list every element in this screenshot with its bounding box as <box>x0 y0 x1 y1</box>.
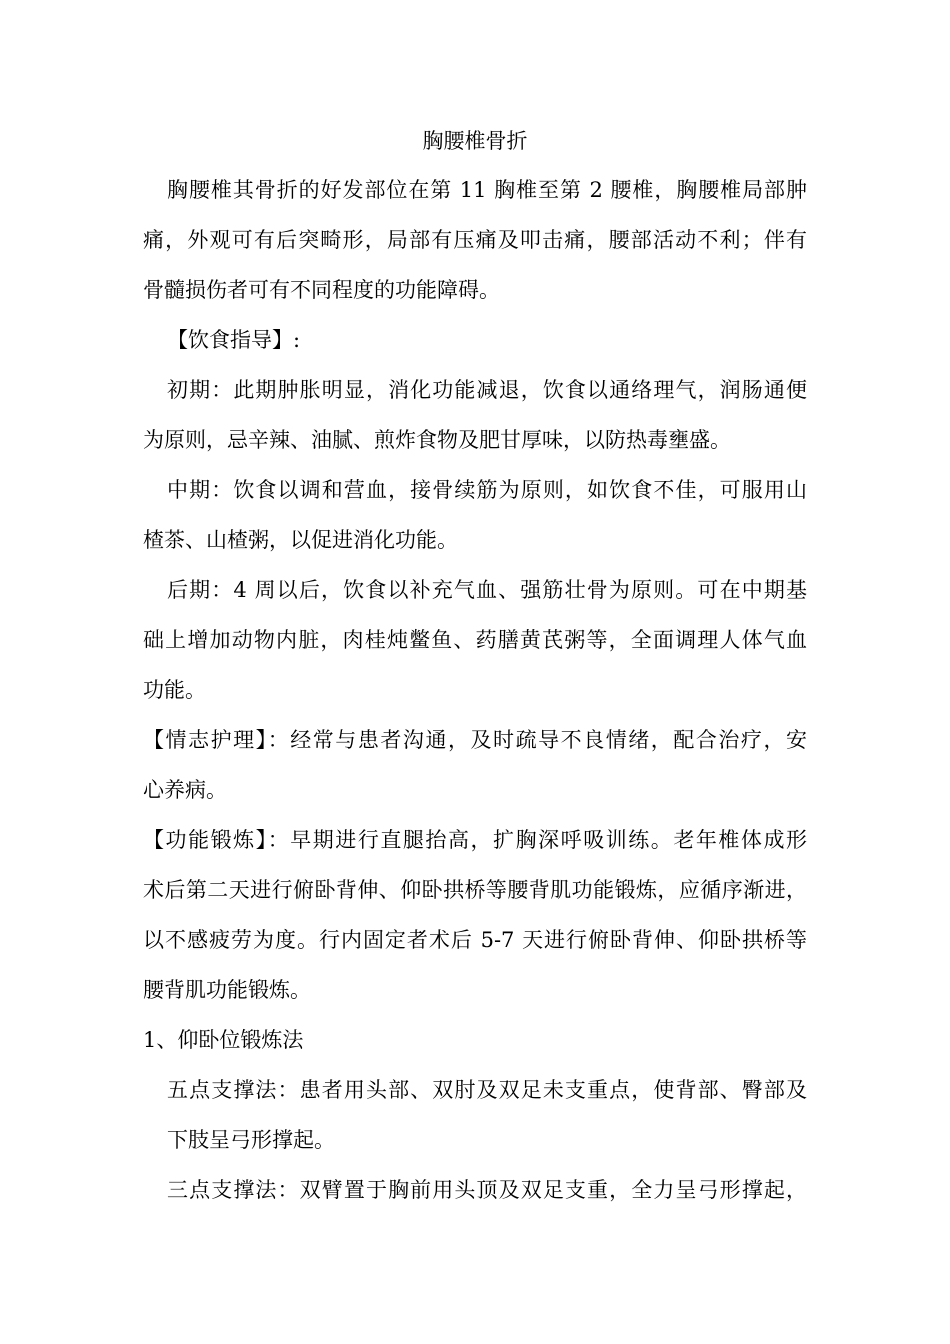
text-line: 痛，外观可有后突畸形，局部有压痛及叩击痛，腰部活动不利；伴有 <box>143 228 807 252</box>
text-line: 三点支撑法：双臂置于胸前用头顶及双足支重，全力呈弓形撑起， <box>167 1178 807 1202</box>
text-line: 下肢呈弓形撑起。 <box>167 1128 335 1152</box>
document-title: 胸腰椎骨折 <box>422 129 528 153</box>
text-line: 为原则，忌辛辣、油腻、煎炸食物及肥甘厚味，以防热毒壅盛。 <box>143 428 731 452</box>
text-line: 功能。 <box>143 678 206 702</box>
section-emotional-care: 【情志护理】：经常与患者沟通，及时疏导不良情绪，配合治疗，安 <box>143 728 807 752</box>
text-line: 术后第二天进行俯卧背伸、仰卧拱桥等腰背肌功能锻炼，应循序渐进， <box>143 878 807 902</box>
text-line: 以不感疲劳为度。行内固定者术后 5-7 天进行俯卧背伸、仰卧拱桥等 <box>143 928 807 952</box>
text-line: 骨髓损伤者可有不同程度的功能障碍。 <box>143 278 500 302</box>
text-line: 后期：4 周以后，饮食以补充气血、强筋壮骨为原则。可在中期基 <box>167 578 807 602</box>
text-line: 中期：饮食以调和营血，接骨续筋为原则，如饮食不佳，可服用山 <box>167 478 807 502</box>
text-line: 础上增加动物内脏，肉桂炖鳖鱼、药膳黄芪粥等，全面调理人体气血 <box>143 628 807 652</box>
section-exercise: 【功能锻炼】：早期进行直腿抬高，扩胸深呼吸训练。老年椎体成形 <box>143 828 807 852</box>
text-line: 五点支撑法：患者用头部、双肘及双足未支重点，使背部、臀部及 <box>167 1078 807 1102</box>
text-line: 初期：此期肿胀明显，消化功能减退，饮食以通络理气，润肠通便 <box>167 378 807 402</box>
text-line: 胸腰椎其骨折的好发部位在第 11 胸椎至第 2 腰椎，胸腰椎局部肿 <box>167 178 807 202</box>
text-line: 楂茶、山楂粥，以促进消化功能。 <box>143 528 458 552</box>
text-line: 心养病。 <box>143 778 227 802</box>
subsection-heading: 1、仰卧位锻炼法 <box>143 1028 304 1052</box>
text-line: 腰背肌功能锻炼。 <box>143 978 311 1002</box>
section-heading-diet: 【饮食指导】: <box>167 328 301 352</box>
